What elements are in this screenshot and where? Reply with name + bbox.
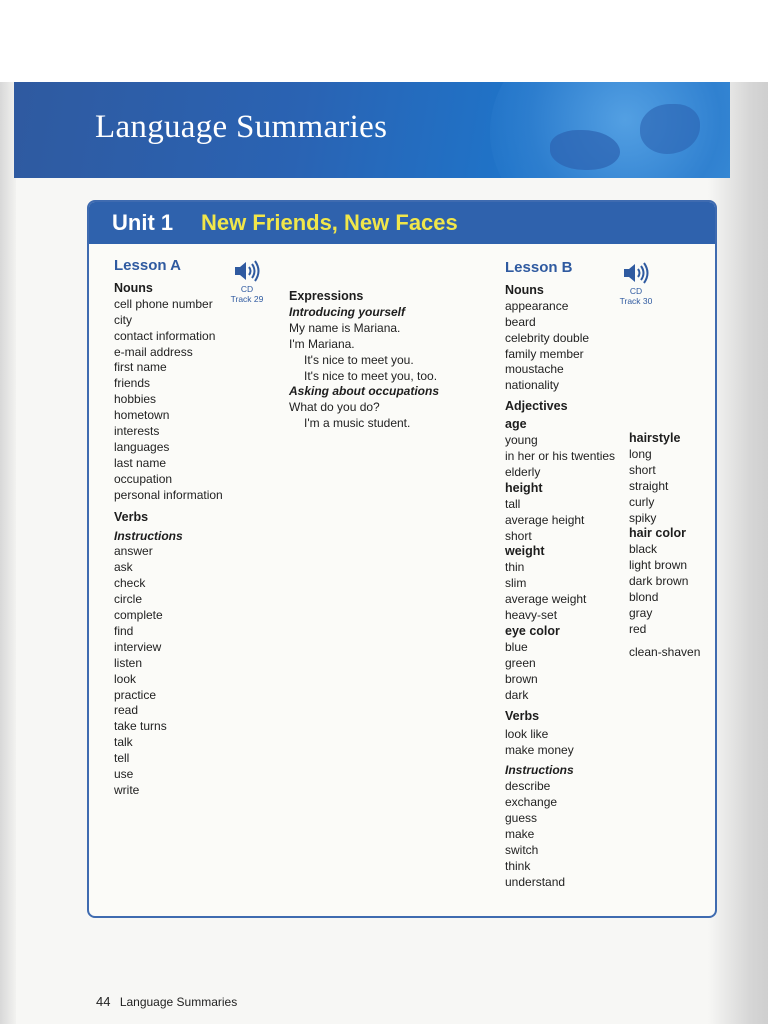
list-item: interests: [114, 424, 160, 439]
page-footer: [96, 994, 237, 1009]
page-number: 44: [96, 994, 111, 1009]
page-title: Language Summaries: [95, 109, 388, 145]
list-item: hometown: [114, 408, 170, 423]
list-item: occupation: [114, 471, 173, 486]
list-item: tell: [114, 751, 130, 766]
list-item: spiky: [629, 510, 657, 525]
list-item: slim: [505, 576, 527, 591]
list-item: read: [114, 703, 139, 718]
speaker-icon: [232, 258, 262, 284]
expression-line: I'm a music student.: [304, 416, 411, 431]
footer-label: Language Summaries: [119, 995, 238, 1009]
lesson-a-instructions-heading: Instructions: [114, 528, 183, 543]
page-fold-shadow: [708, 82, 768, 1024]
lesson-b-title: Lesson B: [505, 259, 573, 276]
list-item: curly: [629, 494, 655, 509]
book-spine-edge: [0, 82, 16, 1024]
unit-title: New Friends, New Faces: [201, 210, 458, 235]
list-item: listen: [114, 655, 143, 670]
expression-line: It's nice to meet you, too.: [304, 368, 438, 383]
lesson-a-column: [114, 258, 223, 799]
cd-label: CD: [629, 286, 643, 296]
list-item: light brown: [629, 558, 688, 573]
list-item: long: [629, 446, 652, 461]
list-item: average height: [505, 512, 585, 527]
list-item: gray: [629, 605, 653, 620]
list-item: answer: [114, 544, 153, 559]
list-item: complete: [114, 608, 163, 623]
list-item: ask: [114, 560, 133, 575]
list-item: check: [114, 576, 146, 591]
list-item: cell phone number: [114, 296, 213, 311]
list-item: look like: [505, 727, 549, 742]
lesson-a-nouns-list: [114, 297, 223, 504]
lesson-b-column: [505, 260, 615, 890]
list-item: use: [114, 767, 134, 782]
globe-land-shape: [550, 130, 620, 170]
list-item: green: [505, 655, 536, 670]
list-item: in her or his twenties: [505, 448, 616, 463]
header-banner: [14, 82, 730, 178]
introducing-heading: Introducing yourself: [289, 304, 406, 319]
list-item: think: [505, 858, 531, 873]
lesson-a-instructions-list: [114, 544, 223, 799]
list-item: describe: [505, 779, 551, 794]
list-item: average weight: [505, 592, 587, 607]
unit-header: [89, 202, 715, 244]
list-item: short: [629, 462, 656, 477]
expression-line: It's nice to meet you.: [304, 352, 414, 367]
list-item: e-mail address: [114, 344, 193, 359]
list-item: look: [114, 671, 137, 686]
asking-heading: Asking about occupations: [289, 384, 440, 399]
list-item: elderly: [505, 464, 541, 479]
unit-label: Unit 1: [112, 210, 174, 235]
hair-color-heading: hair color: [629, 526, 686, 541]
list-item: celebrity double: [505, 330, 590, 345]
lesson-a-expressions-column: [289, 289, 439, 432]
list-item: guess: [505, 810, 538, 825]
list-item: thin: [505, 560, 525, 575]
list-item: exchange: [505, 795, 558, 809]
unit-summary-box: [87, 200, 717, 918]
cd-track: Track 29: [230, 294, 264, 304]
lesson-b-cd-badge[interactable]: [614, 260, 658, 306]
lesson-b-verbs-heading: Verbs: [505, 709, 540, 724]
list-item: make: [505, 826, 535, 841]
list-item: write: [114, 783, 140, 797]
list-item: interview: [114, 639, 162, 654]
lesson-b-nouns-heading: Nouns: [505, 282, 544, 297]
expression-line: My name is Mariana.: [289, 320, 401, 335]
list-item: dark brown: [629, 574, 689, 589]
list-item: family member: [505, 346, 584, 361]
list-item: short: [505, 528, 532, 543]
list-item: last name: [114, 455, 167, 470]
lesson-a-title: Lesson A: [114, 257, 181, 274]
list-item: moustache: [505, 362, 564, 377]
list-item: brown: [505, 671, 538, 686]
list-item: blond: [629, 590, 659, 605]
list-item: make money: [505, 743, 574, 758]
lesson-a-nouns-heading: Nouns: [114, 280, 153, 295]
list-item: dark: [505, 687, 529, 702]
lesson-b-hair-column: [629, 431, 700, 661]
expression-line: I'm Mariana.: [289, 336, 355, 351]
list-item: black: [629, 542, 658, 557]
list-item: heavy-set: [505, 608, 558, 623]
list-item: personal information: [114, 487, 223, 502]
list-item: straight: [629, 478, 669, 493]
list-item: clean-shaven: [629, 644, 701, 659]
list-item: talk: [114, 735, 133, 750]
height-heading: height: [505, 480, 543, 495]
list-item: beard: [505, 314, 536, 329]
list-item: switch: [505, 842, 539, 857]
cd-track: Track 30: [619, 296, 653, 306]
list-item: first name: [114, 360, 167, 375]
list-item: languages: [114, 439, 170, 454]
list-item: tall: [505, 496, 521, 511]
list-item: understand: [505, 874, 566, 889]
list-item: hobbies: [114, 392, 157, 407]
age-heading: age: [505, 417, 527, 432]
weight-heading: weight: [505, 544, 545, 559]
list-item: blue: [505, 639, 528, 654]
list-item: take turns: [114, 719, 167, 734]
expressions-heading: Expressions: [289, 289, 364, 303]
list-item: appearance: [505, 298, 569, 313]
expression-line: What do you do?: [289, 400, 380, 415]
list-item: contact information: [114, 328, 216, 343]
list-item: practice: [114, 687, 157, 702]
list-item: red: [629, 621, 647, 636]
cd-label: CD: [240, 284, 254, 294]
list-item: city: [114, 312, 132, 327]
list-item: find: [114, 623, 134, 638]
list-item: circle: [114, 592, 143, 607]
list-item: young: [505, 433, 538, 448]
list-item: friends: [114, 376, 151, 391]
page-top-margin: [0, 0, 768, 82]
lesson-b-instructions-heading: Instructions: [505, 763, 574, 778]
eye-color-heading: eye color: [505, 623, 560, 638]
list-item: nationality: [505, 378, 560, 393]
lesson-a-verbs-heading: Verbs: [114, 509, 149, 524]
lesson-b-adjectives-heading: Adjectives: [505, 399, 568, 414]
lesson-b-nouns-list: [505, 299, 615, 394]
lesson-a-cd-badge[interactable]: [225, 258, 269, 304]
hairstyle-heading: hairstyle: [629, 431, 681, 445]
speaker-icon: [621, 260, 651, 286]
